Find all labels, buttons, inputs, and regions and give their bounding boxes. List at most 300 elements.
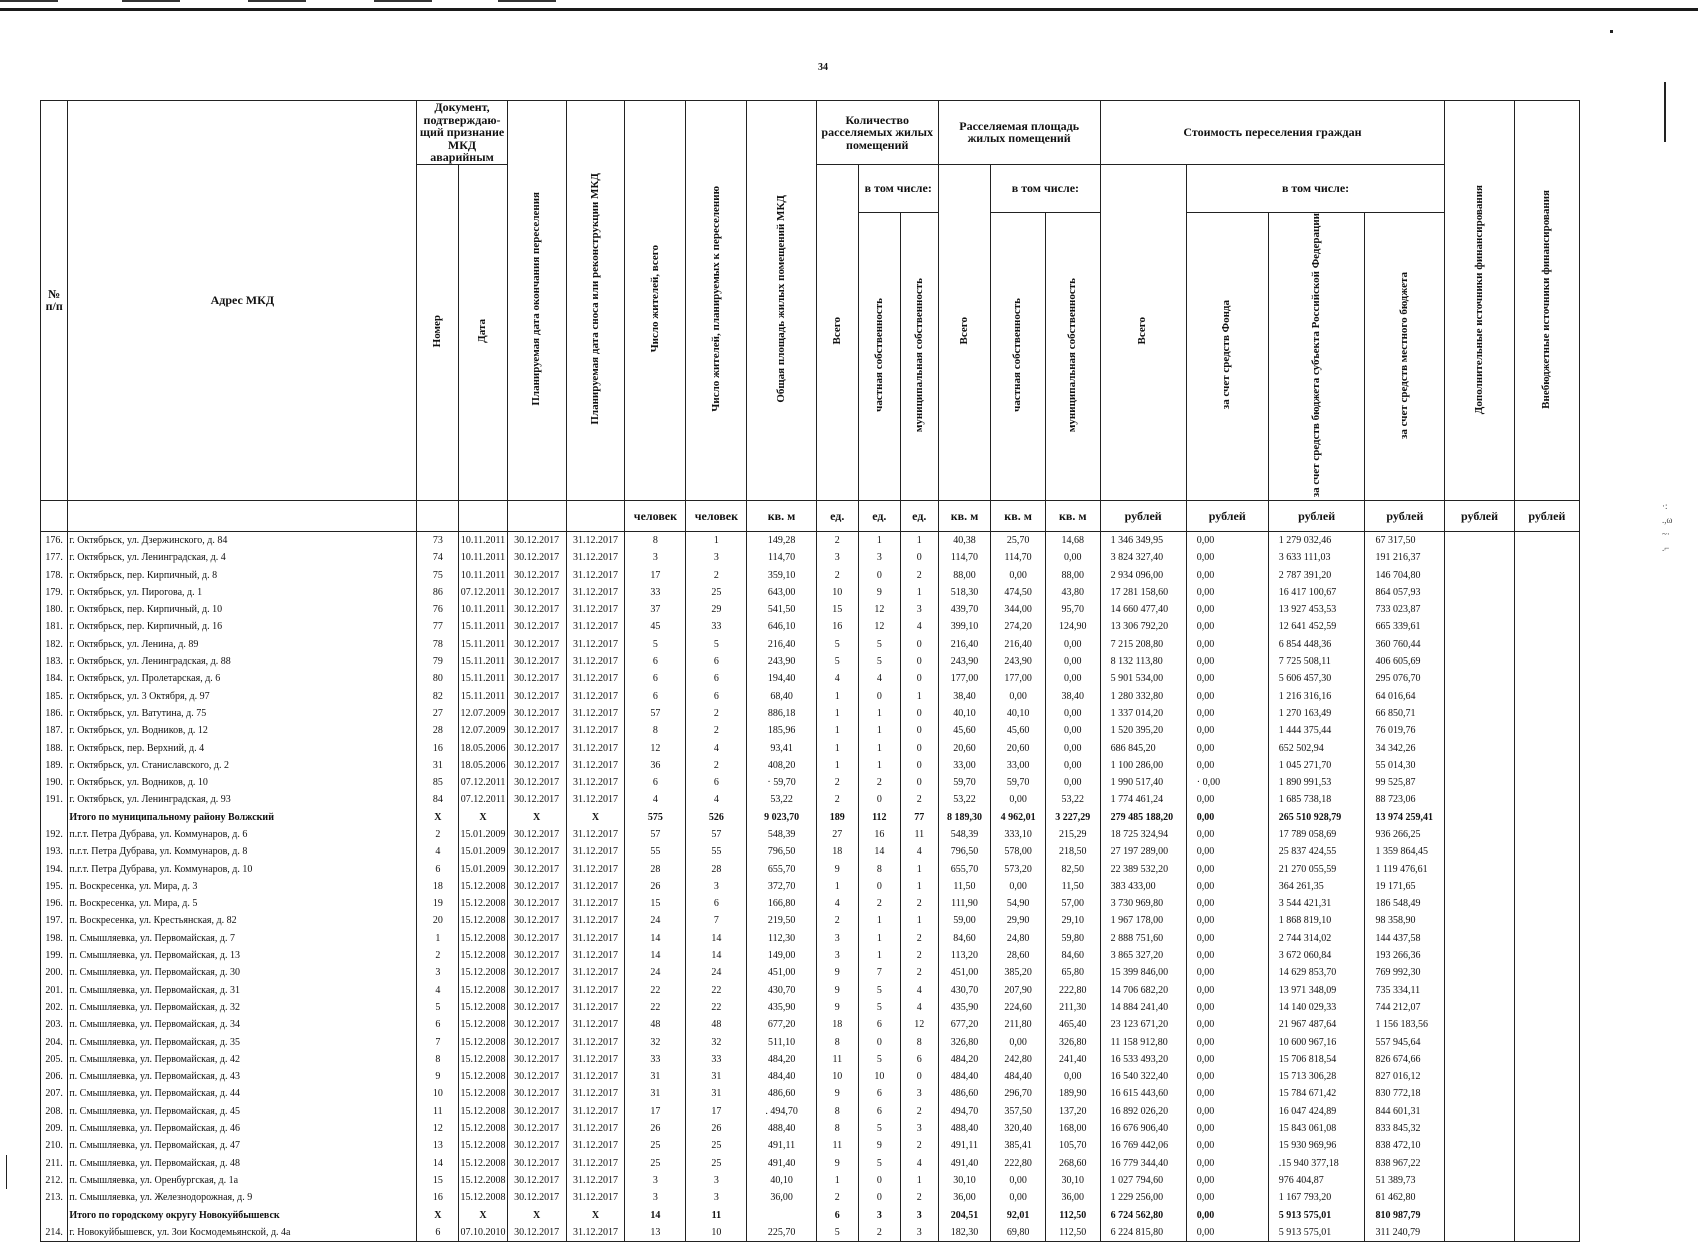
table-cell: 14 (625, 930, 686, 947)
table-cell: 14 884 241,40 (1100, 999, 1186, 1016)
table-cell: 40,10 (991, 705, 1046, 722)
empty-cell (1445, 636, 1514, 653)
table-cell: 45,60 (938, 722, 991, 739)
table-cell: 8 (625, 722, 686, 739)
table-cell: 79 (417, 653, 459, 670)
table-cell: 31.12.2017 (566, 1172, 625, 1189)
address-cell: п. Смышляевка, ул. Первомайская, д. 7 (68, 930, 417, 947)
table-cell: 48 (686, 1016, 747, 1033)
table-cell: 5 (858, 1155, 900, 1172)
table-row (41, 774, 1580, 791)
table-cell: 10.11.2011 (459, 566, 507, 583)
table-cell: 31.12.2017 (566, 1189, 625, 1206)
table-cell: 38,40 (938, 687, 991, 704)
table-cell: 181. (41, 618, 68, 635)
table-cell: 486,60 (747, 1085, 816, 1102)
header-total-area: Общая площадь жилых помещений МКД (747, 101, 816, 501)
empty-cell (1445, 739, 1514, 756)
table-cell: 36,00 (747, 1189, 816, 1206)
table-cell: 0,00 (1186, 601, 1268, 618)
table-cell: 3 544 421,31 (1268, 895, 1365, 912)
table-cell: 474,50 (991, 584, 1046, 601)
table-cell: 1 216 316,16 (1268, 687, 1365, 704)
table-cell: 6 724 562,80 (1100, 1206, 1186, 1223)
table-cell: 12 (858, 618, 900, 635)
header-area-including: в том числе: (991, 164, 1100, 212)
table-cell: 207,90 (991, 982, 1046, 999)
table-cell: 12.07.2009 (459, 705, 507, 722)
table-cell: 15 930 969,96 (1268, 1137, 1365, 1154)
table-cell: 1 868 819,10 (1268, 912, 1365, 929)
table-cell: 76 019,76 (1365, 722, 1445, 739)
empty-cell (1514, 1085, 1579, 1102)
table-cell: 31.12.2017 (566, 999, 625, 1016)
table-cell: 1 (900, 531, 938, 549)
table-cell: 15.12.2008 (459, 895, 507, 912)
table-cell: 84 (417, 791, 459, 808)
table-cell: 82 (417, 687, 459, 704)
table-cell: 15.12.2008 (459, 878, 507, 895)
table-cell: 9 (816, 860, 858, 877)
table-cell: 189,90 (1045, 1085, 1100, 1102)
table-cell: 183. (41, 653, 68, 670)
table-cell: X (566, 809, 625, 826)
table-cell: 15.12.2008 (459, 1068, 507, 1085)
table-cell: 886,18 (747, 705, 816, 722)
table-cell: 279 485 188,20 (1100, 809, 1186, 826)
empty-cell (1514, 878, 1579, 895)
table-cell: 1 (900, 860, 938, 877)
table-cell: 838 472,10 (1365, 1137, 1445, 1154)
table-cell: 548,39 (747, 826, 816, 843)
table-cell: 13 306 792,20 (1100, 618, 1186, 635)
table-cell: 93,41 (747, 739, 816, 756)
table-cell: 55 (625, 843, 686, 860)
table-cell: 114,70 (938, 549, 991, 566)
unit-cell: рублей (1365, 500, 1445, 531)
table-cell: .15 940 377,18 (1268, 1155, 1365, 1172)
address-cell: г. Октябрьск, ул. Пирогова, д. 1 (68, 584, 417, 601)
table-cell: 1 280 332,80 (1100, 687, 1186, 704)
table-cell: 2 (900, 895, 938, 912)
table-cell: 10.11.2011 (459, 531, 507, 549)
table-cell: 31.12.2017 (566, 653, 625, 670)
table-cell: 33 (686, 618, 747, 635)
table-cell: 31.12.2017 (566, 722, 625, 739)
table-cell: 15.12.2008 (459, 1016, 507, 1033)
table-cell: 15.12.2008 (459, 947, 507, 964)
empty-cell (1445, 843, 1514, 860)
table-cell: 15.12.2008 (459, 982, 507, 999)
table-cell: 30,10 (1045, 1172, 1100, 1189)
table-cell: 176. (41, 531, 68, 549)
table-cell: 0,00 (1186, 1016, 1268, 1033)
table-cell: 111,90 (938, 895, 991, 912)
table-cell: 3 (625, 1172, 686, 1189)
table-cell: 30.12.2017 (507, 843, 566, 860)
table-cell: 0,00 (991, 1172, 1046, 1189)
table-cell: 326,80 (938, 1033, 991, 1050)
table-cell: 0,00 (1186, 826, 1268, 843)
table-cell: 216,40 (991, 636, 1046, 653)
table-cell: 3 (900, 1206, 938, 1223)
table-cell: 1 (858, 757, 900, 774)
table-cell: 31.12.2017 (566, 739, 625, 756)
table-cell: 0,00 (1186, 618, 1268, 635)
table-cell: 40,10 (747, 1172, 816, 1189)
table-cell: 59,00 (938, 912, 991, 929)
table-cell: 7 725 508,11 (1268, 653, 1365, 670)
table-cell: 33 (625, 584, 686, 601)
table-cell: 15 706 818,54 (1268, 1051, 1365, 1068)
table-cell: 15.12.2008 (459, 999, 507, 1016)
table-cell: 5 913 575,01 (1268, 1224, 1365, 1242)
table-cell: 30.12.2017 (507, 601, 566, 618)
unit-cell: рублей (1514, 500, 1579, 531)
header-rooms-count: Количество расселяемых жилых помещений (816, 101, 938, 165)
table-cell: 9 (858, 1137, 900, 1154)
table-cell: 320,40 (991, 1120, 1046, 1137)
table-cell: 2 (816, 531, 858, 549)
table-cell: 30.12.2017 (507, 1224, 566, 1242)
table-cell: 0,00 (1186, 1085, 1268, 1102)
table-cell: 3 (686, 549, 747, 566)
table-cell: 4 (686, 791, 747, 808)
table-cell: 17 281 158,60 (1100, 584, 1186, 601)
table-cell: 32 (625, 1033, 686, 1050)
table-cell: 1 (858, 947, 900, 964)
table-cell: 31.12.2017 (566, 982, 625, 999)
table-cell: 484,40 (938, 1068, 991, 1085)
header-additional-sources: Дополнительные источники финансирования (1445, 101, 1514, 501)
table-row (41, 1103, 1580, 1120)
table-row (41, 722, 1580, 739)
table-cell: · 59,70 (747, 774, 816, 791)
table-cell: 31.12.2017 (566, 895, 625, 912)
table-cell: 205. (41, 1051, 68, 1068)
table-cell: 4 (900, 618, 938, 635)
table-cell: 7 (858, 964, 900, 981)
table-cell: 0,00 (1045, 705, 1100, 722)
empty-cell (1514, 653, 1579, 670)
table-cell: 0 (858, 878, 900, 895)
table-cell: 14 660 477,40 (1100, 601, 1186, 618)
table-cell: 10 (816, 1068, 858, 1085)
table-cell: 6 (816, 1206, 858, 1223)
table-cell: 124,90 (1045, 618, 1100, 635)
table-cell: 30.12.2017 (507, 584, 566, 601)
table-cell: 177. (41, 549, 68, 566)
table-cell: 168,00 (1045, 1120, 1100, 1137)
table-cell: 222,80 (991, 1155, 1046, 1172)
table-cell: 28 (417, 722, 459, 739)
table-cell: 59,80 (1045, 930, 1100, 947)
table-cell: 193. (41, 843, 68, 860)
table-cell: 3 672 060,84 (1268, 947, 1365, 964)
table-cell: 31.12.2017 (566, 1155, 625, 1172)
table-cell: 19 171,65 (1365, 878, 1445, 895)
table-cell: · 0,00 (1186, 774, 1268, 791)
table-cell: 55 014,30 (1365, 757, 1445, 774)
table-cell: 53,22 (1045, 791, 1100, 808)
table-cell: 146 704,80 (1365, 566, 1445, 583)
table-cell: 1 (816, 687, 858, 704)
table-cell: 30.12.2017 (507, 1155, 566, 1172)
table-cell: 0,00 (1186, 964, 1268, 981)
table-cell: 2 (686, 705, 747, 722)
table-cell: 11 (900, 826, 938, 843)
table-cell: 24 (625, 912, 686, 929)
table-cell: 6 854 448,36 (1268, 636, 1365, 653)
address-cell: п. Смышляевка, ул. Первомайская, д. 44 (68, 1085, 417, 1102)
table-cell: 30.12.2017 (507, 999, 566, 1016)
table-cell: 112,30 (747, 930, 816, 947)
table-cell: 84,60 (1045, 947, 1100, 964)
table-row (41, 1172, 1580, 1189)
table-cell: 30.12.2017 (507, 895, 566, 912)
table-cell: 45,60 (991, 722, 1046, 739)
table-row (41, 1016, 1580, 1033)
table-cell: 15.12.2008 (459, 1033, 507, 1050)
table-cell: 88,00 (938, 566, 991, 583)
table-total-row (41, 809, 1580, 826)
table-cell: 9 (816, 1155, 858, 1172)
table-cell: 27 (417, 705, 459, 722)
table-cell: 16 (417, 1189, 459, 1206)
table-row (41, 670, 1580, 687)
table-cell: 7 (686, 912, 747, 929)
table-cell: 491,11 (747, 1137, 816, 1154)
table-cell: 197. (41, 912, 68, 929)
table-cell: 494,70 (938, 1103, 991, 1120)
header-doc-date: Дата (459, 164, 507, 500)
table-cell: 11 (816, 1051, 858, 1068)
table-cell: 0,00 (1045, 653, 1100, 670)
table-cell: 9 (816, 1085, 858, 1102)
table-cell: 14 706 682,20 (1100, 982, 1186, 999)
table-cell: 112 (858, 809, 900, 826)
table-cell: 11,50 (1045, 878, 1100, 895)
table-cell: 224,60 (991, 999, 1046, 1016)
empty-cell (1445, 1224, 1514, 1242)
table-cell: 844 601,31 (1365, 1103, 1445, 1120)
header-address: Адрес МКД (68, 101, 417, 501)
empty-cell (1445, 930, 1514, 947)
table-cell: 19 (417, 895, 459, 912)
table-cell: 18 (816, 1016, 858, 1033)
table-cell: 0 (900, 739, 938, 756)
table-cell: 30.12.2017 (507, 549, 566, 566)
table-cell: 15.11.2011 (459, 618, 507, 635)
table-cell: 15 843 061,08 (1268, 1120, 1365, 1137)
table-cell: 177,00 (991, 670, 1046, 687)
table-cell: 6 (858, 1085, 900, 1102)
table-cell: 0,00 (1186, 1224, 1268, 1242)
table-cell: 66 850,71 (1365, 705, 1445, 722)
table-cell: 30.12.2017 (507, 1085, 566, 1102)
empty-cell (1514, 999, 1579, 1016)
table-cell: 30.12.2017 (507, 774, 566, 791)
table-cell: 364 261,35 (1268, 878, 1365, 895)
empty-cell (1514, 809, 1579, 826)
table-cell: 18.05.2006 (459, 739, 507, 756)
table-cell: 1 119 476,61 (1365, 860, 1445, 877)
table-row (41, 860, 1580, 877)
table-cell: 12 (417, 1120, 459, 1137)
table-cell: 2 (900, 791, 938, 808)
table-cell: 5 (858, 999, 900, 1016)
table-row (41, 549, 1580, 566)
header-area-municipal: муниципальная собственность (1045, 212, 1100, 500)
table-cell: 33 (625, 1051, 686, 1068)
table-cell: 31.12.2017 (566, 1103, 625, 1120)
empty-cell (1514, 601, 1579, 618)
table-cell: 30.12.2017 (507, 739, 566, 756)
address-cell: п. Смышляевка, ул. Первомайская, д. 13 (68, 947, 417, 964)
table-cell: 210. (41, 1137, 68, 1154)
table-cell: 1 520 395,20 (1100, 722, 1186, 739)
table-cell: 30.12.2017 (507, 964, 566, 981)
table-cell: 2 (858, 774, 900, 791)
table-cell: 191 216,37 (1365, 549, 1445, 566)
table-cell: 243,90 (938, 653, 991, 670)
scan-top-border (0, 8, 1698, 11)
table-cell: 16 533 493,20 (1100, 1051, 1186, 1068)
table-cell: 25 (686, 584, 747, 601)
table-cell: 435,90 (747, 999, 816, 1016)
table-cell: 30.12.2017 (507, 1189, 566, 1206)
table-cell: 677,20 (747, 1016, 816, 1033)
table-cell: 2 (900, 930, 938, 947)
table-cell: 31 (625, 1068, 686, 1085)
table-cell: 655,70 (747, 860, 816, 877)
table-row (41, 1189, 1580, 1206)
table-cell: 243,90 (991, 653, 1046, 670)
table-cell: 16 (417, 739, 459, 756)
table-cell: 1 (816, 757, 858, 774)
table-cell: 4 (417, 843, 459, 860)
table-cell: 0,00 (1186, 947, 1268, 964)
table-cell: 13 927 453,53 (1268, 601, 1365, 618)
table-cell: 53,22 (938, 791, 991, 808)
table-cell: 13 974 259,41 (1365, 809, 1445, 826)
table-cell: 14 (686, 930, 747, 947)
address-cell: г. Октябрьск, ул. Ленинградская, д. 88 (68, 653, 417, 670)
header-cost-fund: за счет средств Фонда (1186, 212, 1268, 500)
table-cell: 6 (417, 1224, 459, 1242)
table-cell: 30.12.2017 (507, 757, 566, 774)
table-cell: 976 404,87 (1268, 1172, 1365, 1189)
table-cell: 15.01.2009 (459, 843, 507, 860)
table-cell: 15 713 306,28 (1268, 1068, 1365, 1085)
table-cell: 9 (816, 964, 858, 981)
table-cell: 10 600 967,16 (1268, 1033, 1365, 1050)
table-cell: 105,70 (1045, 1137, 1100, 1154)
empty-cell (1514, 1137, 1579, 1154)
table-cell: 830 772,18 (1365, 1085, 1445, 1102)
table-cell: 372,70 (747, 878, 816, 895)
table-cell: 31.12.2017 (566, 1120, 625, 1137)
table-cell: 1 156 183,56 (1365, 1016, 1445, 1033)
table-cell: 31.12.2017 (566, 878, 625, 895)
table-cell: 4 (900, 999, 938, 1016)
header-document: Документ, подтверждаю-щий признание МКД аварийным (417, 101, 507, 165)
table-cell: 326,80 (1045, 1033, 1100, 1050)
table-cell: 295 076,70 (1365, 670, 1445, 687)
table-cell: 5 (858, 653, 900, 670)
table-cell: 14 (625, 947, 686, 964)
table-row (41, 982, 1580, 999)
table-cell: 796,50 (747, 843, 816, 860)
table-cell: 99 525,87 (1365, 774, 1445, 791)
table-cell: 15.12.2008 (459, 1137, 507, 1154)
empty-cell (1514, 1189, 1579, 1206)
table-cell: 0,00 (1186, 739, 1268, 756)
address-cell: п. Смышляевка, ул. Железнодорожная, д. 9 (68, 1189, 417, 1206)
empty-cell (1445, 1068, 1514, 1085)
table-row (41, 999, 1580, 1016)
table-cell: 31.12.2017 (566, 1033, 625, 1050)
table-cell: 5 (816, 636, 858, 653)
table-cell: 1 (900, 687, 938, 704)
table-cell: 16 892 026,20 (1100, 1103, 1186, 1120)
table-cell: 30.12.2017 (507, 1120, 566, 1137)
table-row (41, 1155, 1580, 1172)
scan-margin-marks: ·: .,ω ~· .⌐ (1662, 501, 1673, 553)
table-cell (41, 1206, 68, 1223)
table-cell: 359,10 (747, 566, 816, 583)
table-cell: 144 437,58 (1365, 930, 1445, 947)
table-cell: 1 270 163,49 (1268, 705, 1365, 722)
table-cell: 31.12.2017 (566, 531, 625, 549)
empty-cell (1445, 584, 1514, 601)
table-cell: 31.12.2017 (566, 791, 625, 808)
table-cell: 194. (41, 860, 68, 877)
empty-cell (1514, 1172, 1579, 1189)
table-cell: 177,00 (938, 670, 991, 687)
table-cell: 4 (686, 739, 747, 756)
table-cell: 30,10 (938, 1172, 991, 1189)
table-cell: 3 (858, 549, 900, 566)
header-planned-end: Планируемая дата окончания переселения (507, 101, 566, 501)
table-cell: 0,00 (1186, 584, 1268, 601)
table-cell: 484,20 (938, 1051, 991, 1068)
table-cell: 14 140 029,33 (1268, 999, 1365, 1016)
empty-cell (1514, 739, 1579, 756)
table-cell: 38,40 (1045, 687, 1100, 704)
table-cell: 15.11.2011 (459, 653, 507, 670)
address-cell: п.г.т. Петра Дубрава, ул. Коммунаров, д. 6 (68, 826, 417, 843)
table-cell: 18 725 324,94 (1100, 826, 1186, 843)
table-cell: 31.12.2017 (566, 1085, 625, 1102)
table-cell: 0,00 (1186, 705, 1268, 722)
header-area-total: Всего (938, 164, 991, 500)
table-cell: 10 (816, 584, 858, 601)
empty-cell (1445, 1120, 1514, 1137)
table-cell: 55 (686, 843, 747, 860)
table-cell: 61 462,80 (1365, 1189, 1445, 1206)
table-cell: 827 016,12 (1365, 1068, 1445, 1085)
header-rooms-total: Всего (816, 164, 858, 500)
table-cell: 15.12.2008 (459, 1172, 507, 1189)
table-cell: 677,20 (938, 1016, 991, 1033)
table-cell: 0,00 (1186, 1189, 1268, 1206)
table-cell: 5 901 534,00 (1100, 670, 1186, 687)
table-cell: X (507, 809, 566, 826)
table-cell: 65,80 (1045, 964, 1100, 981)
table-cell: 78 (417, 636, 459, 653)
table-cell: 936 266,25 (1365, 826, 1445, 843)
